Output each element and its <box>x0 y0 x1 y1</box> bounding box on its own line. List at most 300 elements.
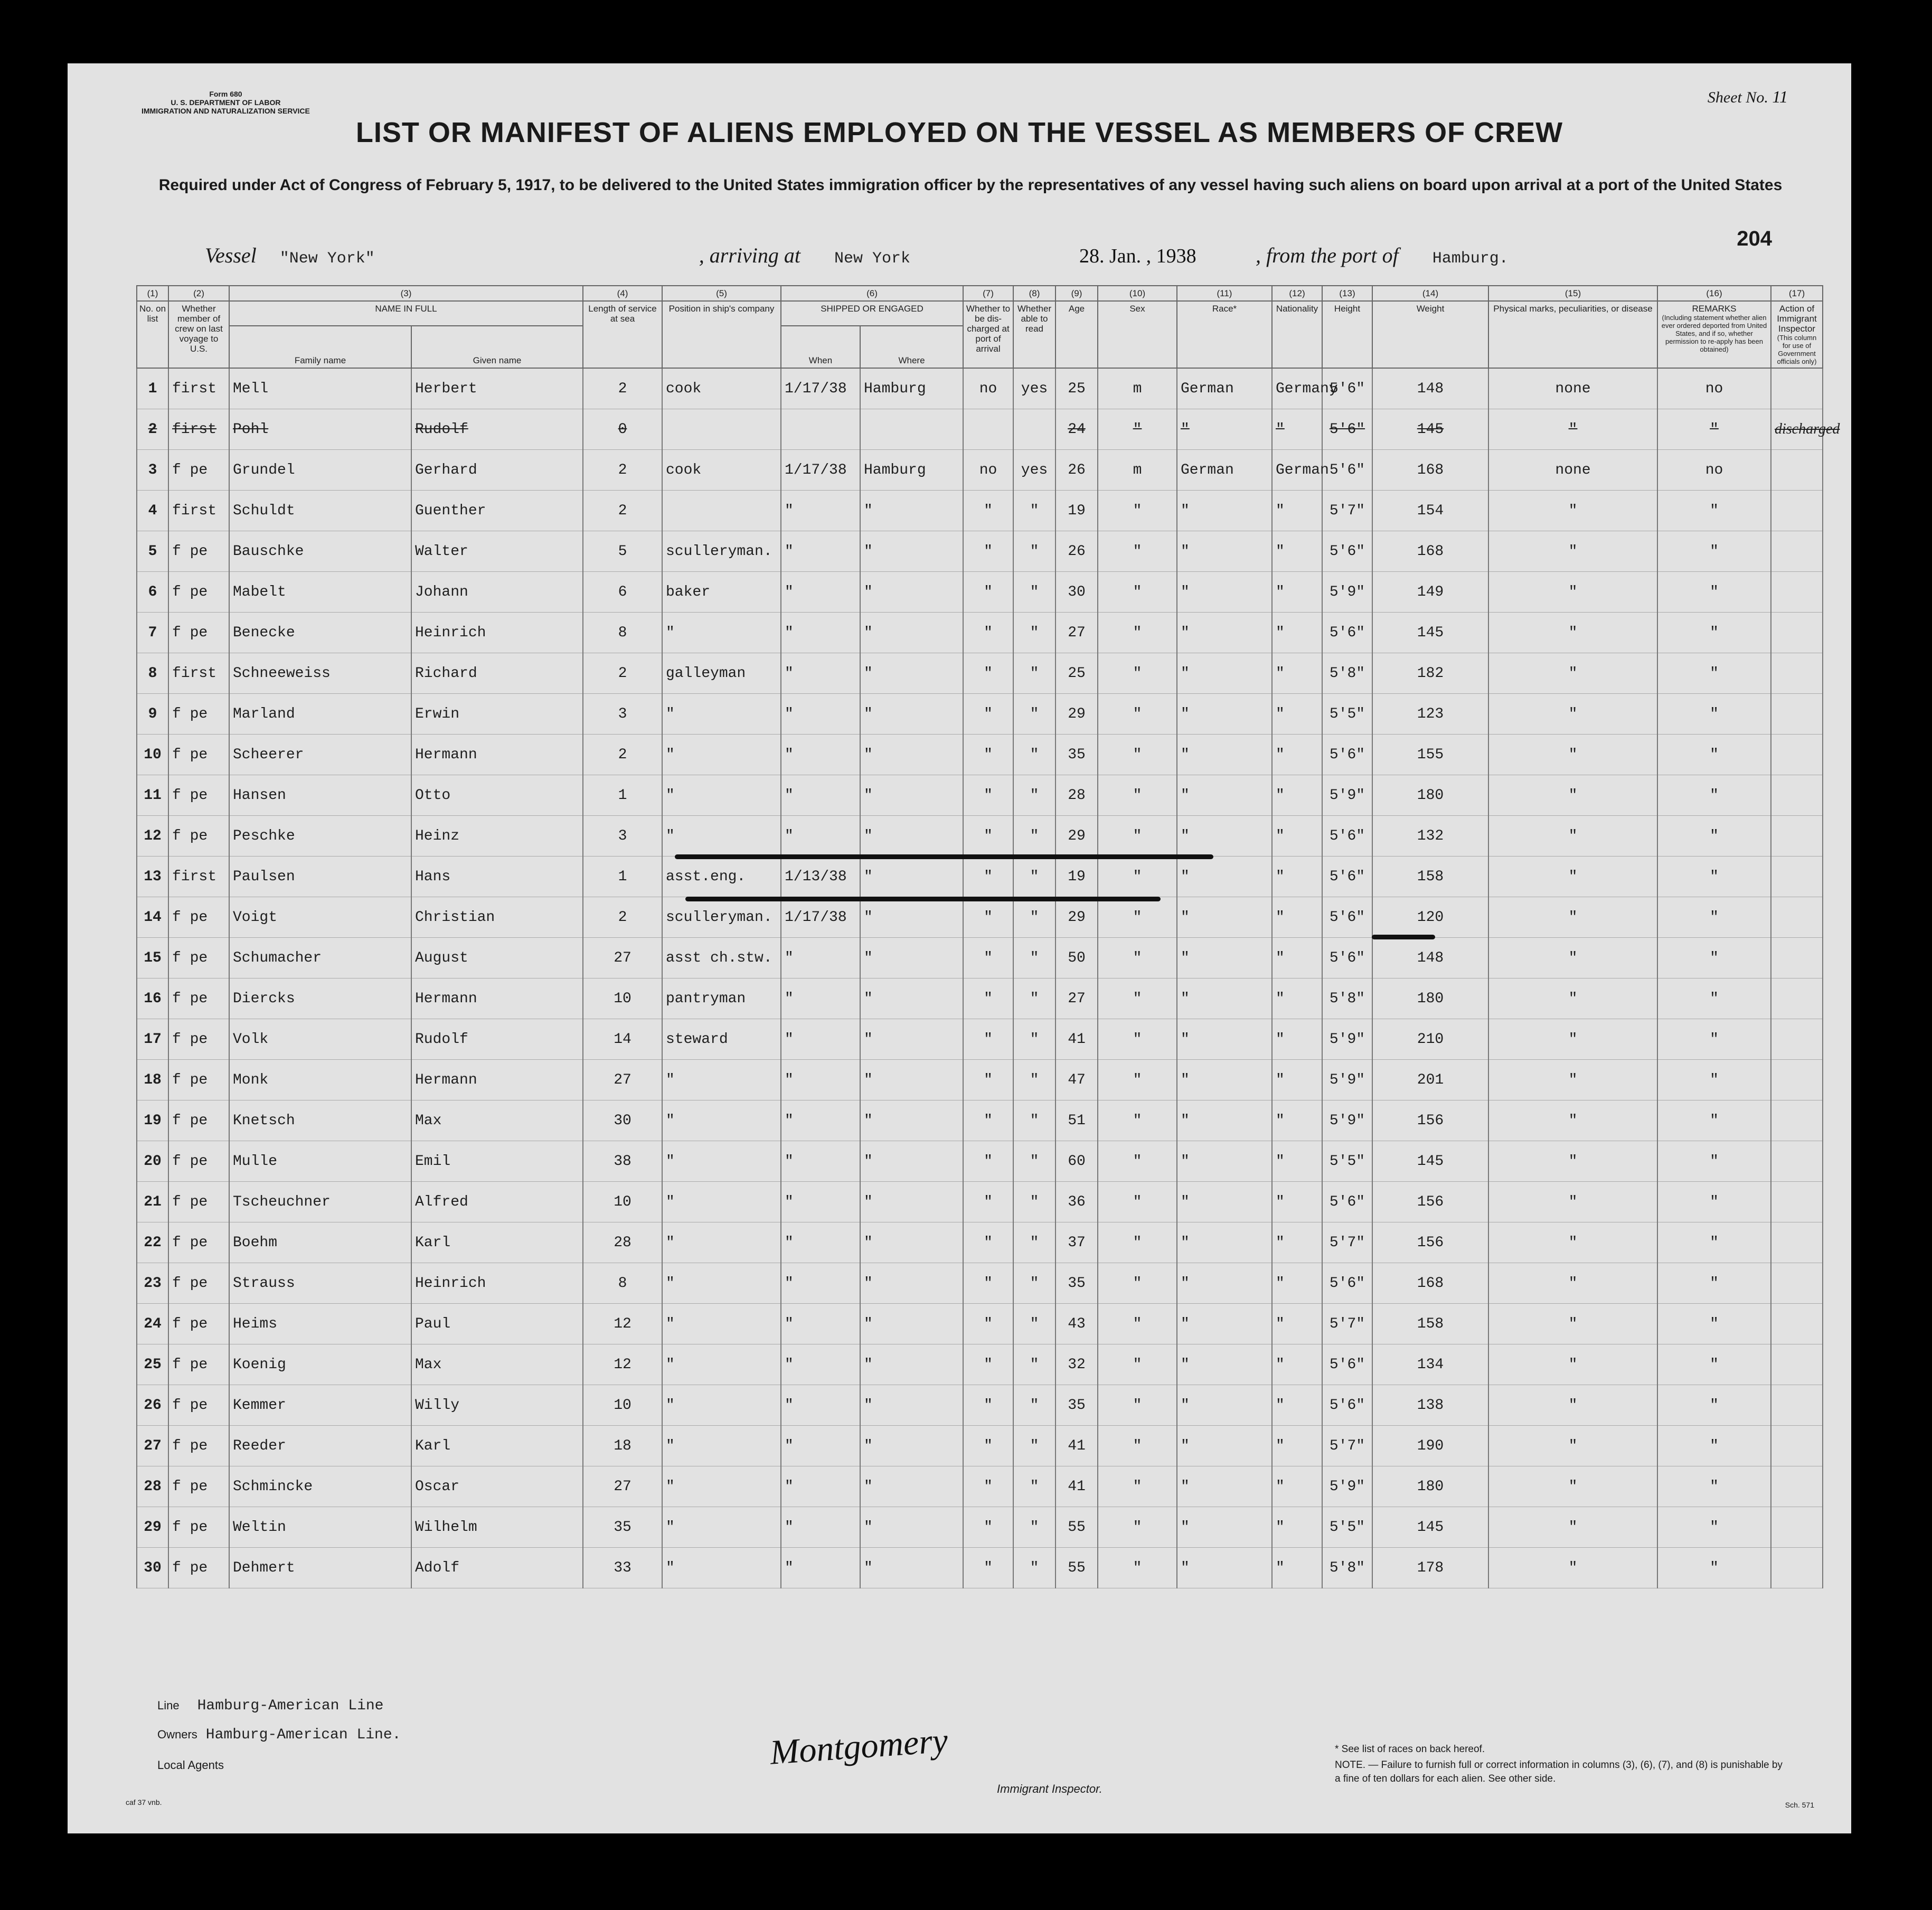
form-identifier <box>142 90 310 115</box>
table-row <box>137 694 1823 735</box>
cell-nationality: " <box>1272 613 1322 653</box>
col-num-10: (10) <box>1098 286 1177 301</box>
row-number: 23 <box>137 1263 168 1304</box>
cell-physical: " <box>1488 1060 1657 1100</box>
cell-where: " <box>860 857 963 897</box>
cell-given: Paul <box>411 1304 583 1344</box>
cell-given: Herbert <box>411 368 583 409</box>
cell-weight: 145 <box>1372 1507 1488 1548</box>
cell-physical: " <box>1488 1100 1657 1141</box>
cell-position: " <box>662 816 781 857</box>
cell-action <box>1771 491 1823 531</box>
cell-action <box>1771 1548 1823 1588</box>
cell-age: 24 <box>1055 409 1098 450</box>
owners-value: Hamburg-American Line. <box>205 1727 401 1743</box>
row-number: 26 <box>137 1385 168 1426</box>
cell-member: f pe <box>168 1019 229 1060</box>
cell-nationality: " <box>1272 735 1322 775</box>
cell-weight: 178 <box>1372 1548 1488 1588</box>
row-number: 21 <box>137 1182 168 1222</box>
cell-weight: 210 <box>1372 1019 1488 1060</box>
table-row <box>137 735 1823 775</box>
cell-disch: " <box>963 1182 1013 1222</box>
cell-when: " <box>781 1222 860 1263</box>
departure-port: Hamburg. <box>1432 250 1509 268</box>
cell-nationality: " <box>1272 1507 1322 1548</box>
cell-disch: " <box>963 613 1013 653</box>
cell-nationality: " <box>1272 572 1322 613</box>
cell-where: " <box>860 978 963 1019</box>
cell-member: f pe <box>168 1182 229 1222</box>
col-num-12: (12) <box>1272 286 1322 301</box>
cell-family: Peschke <box>229 816 411 857</box>
cell-disch: " <box>963 938 1013 978</box>
table-row <box>137 1100 1823 1141</box>
cell-sex: " <box>1098 816 1177 857</box>
cell-sex: " <box>1098 735 1177 775</box>
cell-age: 19 <box>1055 491 1098 531</box>
cell-family: Pohl <box>229 409 411 450</box>
cell-family: Grundel <box>229 450 411 491</box>
cell-given: Wilhelm <box>411 1507 583 1548</box>
cell-sex: " <box>1098 1548 1177 1588</box>
table-row <box>137 1019 1823 1060</box>
cell-given: Walter <box>411 531 583 572</box>
cell-nationality: " <box>1272 1222 1322 1263</box>
cell-nationality: Germany <box>1272 368 1322 409</box>
cell-given: Hermann <box>411 1060 583 1100</box>
row-number: 17 <box>137 1019 168 1060</box>
arriving-port: New York <box>834 250 911 268</box>
cell-nationality: " <box>1272 978 1322 1019</box>
cell-where: " <box>860 1060 963 1100</box>
header-no-on-list: No. on list <box>137 301 168 368</box>
cell-race: " <box>1177 1304 1272 1344</box>
cell-position: " <box>662 1263 781 1304</box>
col-num-3: (3) <box>229 286 583 301</box>
cell-read: " <box>1013 1548 1055 1588</box>
cell-weight: 180 <box>1372 1466 1488 1507</box>
cell-family: Reeder <box>229 1426 411 1466</box>
cell-length: 1 <box>583 857 662 897</box>
cell-length: 10 <box>583 1182 662 1222</box>
line-value: Hamburg-American Line <box>197 1698 384 1714</box>
header-discharged: Whether to be dis-charged at port of arrival <box>963 301 1013 368</box>
cell-length: 6 <box>583 572 662 613</box>
cell-remarks: " <box>1657 938 1771 978</box>
cell-when: " <box>781 1548 860 1588</box>
cell-sex: " <box>1098 1222 1177 1263</box>
cell-member: first <box>168 857 229 897</box>
cell-nationality: " <box>1272 897 1322 938</box>
cell-race: " <box>1177 653 1272 694</box>
cell-age: 32 <box>1055 1344 1098 1385</box>
cell-race: " <box>1177 816 1272 857</box>
cell-disch: " <box>963 1100 1013 1141</box>
cell-action <box>1771 978 1823 1019</box>
manifest-sheet <box>68 63 1851 1833</box>
cell-length: 2 <box>583 491 662 531</box>
cell-height: 5'6" <box>1322 1385 1372 1426</box>
cell-age: 29 <box>1055 816 1098 857</box>
col-num-1: (1) <box>137 286 168 301</box>
row-number: 1 <box>137 368 168 409</box>
cell-when: " <box>781 1466 860 1507</box>
cell-nationality: " <box>1272 938 1322 978</box>
line-label: Line <box>157 1699 180 1712</box>
cell-disch: " <box>963 1344 1013 1385</box>
cell-physical: " <box>1488 735 1657 775</box>
cell-read: " <box>1013 1426 1055 1466</box>
header-weight: Weight <box>1372 301 1488 368</box>
cell-action <box>1771 450 1823 491</box>
row-number: 25 <box>137 1344 168 1385</box>
cell-physical: " <box>1488 1507 1657 1548</box>
page-title: LIST OR MANIFEST OF ALIENS EMPLOYED ON THE VESSEL AS MEMBERS OF CREW <box>355 117 1563 148</box>
cell-age: 55 <box>1055 1507 1098 1548</box>
cell-physical: " <box>1488 613 1657 653</box>
cell-length: 2 <box>583 735 662 775</box>
cell-height: 5'6" <box>1322 1263 1372 1304</box>
cell-sex: " <box>1098 491 1177 531</box>
cell-nationality: " <box>1272 653 1322 694</box>
cell-read: " <box>1013 1466 1055 1507</box>
header-name-in-full: NAME IN FULL <box>229 301 583 326</box>
cell-family: Mulle <box>229 1141 411 1182</box>
cell-remarks: " <box>1657 531 1771 572</box>
cell-where: " <box>860 1466 963 1507</box>
cell-length: 12 <box>583 1344 662 1385</box>
cell-disch: " <box>963 978 1013 1019</box>
cell-weight: 149 <box>1372 572 1488 613</box>
row-number: 24 <box>137 1304 168 1344</box>
cell-length: 1 <box>583 775 662 816</box>
cell-position: " <box>662 1507 781 1548</box>
vessel-label: Vessel <box>205 243 257 267</box>
cell-disch: " <box>963 1222 1013 1263</box>
cell-age: 25 <box>1055 653 1098 694</box>
table-row <box>137 653 1823 694</box>
cell-age: 27 <box>1055 613 1098 653</box>
header-age: Age <box>1055 301 1098 368</box>
cell-disch: " <box>963 694 1013 735</box>
cell-where: " <box>860 897 963 938</box>
cell-sex: " <box>1098 1385 1177 1426</box>
cell-remarks: " <box>1657 1548 1771 1588</box>
col-num-14: (14) <box>1372 286 1488 301</box>
cell-action <box>1771 572 1823 613</box>
cell-position: cook <box>662 368 781 409</box>
cell-where: " <box>860 613 963 653</box>
cell-disch: " <box>963 653 1013 694</box>
cell-sex: " <box>1098 857 1177 897</box>
cell-read: " <box>1013 1385 1055 1426</box>
cell-when: 1/13/38 <box>781 857 860 897</box>
cell-read: " <box>1013 897 1055 938</box>
cell-when: " <box>781 653 860 694</box>
cell-read: " <box>1013 1100 1055 1141</box>
table-row <box>137 816 1823 857</box>
cell-race: " <box>1177 1548 1272 1588</box>
cell-where: " <box>860 531 963 572</box>
cell-physical: " <box>1488 1304 1657 1344</box>
cell-member: first <box>168 368 229 409</box>
cell-action <box>1771 653 1823 694</box>
cell-remarks: " <box>1657 694 1771 735</box>
cell-weight: 132 <box>1372 816 1488 857</box>
cell-physical: " <box>1488 816 1657 857</box>
cell-position: " <box>662 1100 781 1141</box>
cell-when: " <box>781 572 860 613</box>
cell-disch: " <box>963 735 1013 775</box>
cell-nationality: " <box>1272 491 1322 531</box>
cell-action <box>1771 1182 1823 1222</box>
cell-height: 5'6" <box>1322 1182 1372 1222</box>
cell-where: Hamburg <box>860 450 963 491</box>
cell-given: Heinz <box>411 816 583 857</box>
cell-when: " <box>781 1100 860 1141</box>
cell-nationality: " <box>1272 1100 1322 1141</box>
cell-position: cook <box>662 450 781 491</box>
cell-weight: 148 <box>1372 368 1488 409</box>
cell-length: 27 <box>583 1060 662 1100</box>
remarks-title: REMARKS <box>1692 304 1737 314</box>
cell-weight: 138 <box>1372 1385 1488 1426</box>
col-num-11: (11) <box>1177 286 1272 301</box>
cell-length: 0 <box>583 409 662 450</box>
cell-member: f pe <box>168 938 229 978</box>
cell-read: " <box>1013 1344 1055 1385</box>
cell-sex: " <box>1098 572 1177 613</box>
cell-weight: 180 <box>1372 978 1488 1019</box>
cell-physical: " <box>1488 978 1657 1019</box>
cell-remarks: " <box>1657 572 1771 613</box>
column-header-row <box>137 301 1823 326</box>
cell-age: 25 <box>1055 368 1098 409</box>
table-row <box>137 857 1823 897</box>
header-sex: Sex <box>1098 301 1177 368</box>
cell-race: " <box>1177 1385 1272 1426</box>
binder-hole <box>26 1558 49 1580</box>
cell-height: 5'9" <box>1322 1019 1372 1060</box>
col-num-9: (9) <box>1055 286 1098 301</box>
binder-hole <box>26 185 49 207</box>
table-row <box>137 613 1823 653</box>
header-family-name: Family name <box>229 326 411 368</box>
cell-remarks: " <box>1657 1019 1771 1060</box>
cell-given: Emil <box>411 1141 583 1182</box>
table-row <box>137 1507 1823 1548</box>
cell-read: " <box>1013 653 1055 694</box>
cell-family: Boehm <box>229 1222 411 1263</box>
header-where: Where <box>860 326 963 368</box>
cell-member: f pe <box>168 775 229 816</box>
cell-disch: " <box>963 775 1013 816</box>
cell-age: 35 <box>1055 1385 1098 1426</box>
row-number: 10 <box>137 735 168 775</box>
cell-member: first <box>168 409 229 450</box>
cell-read: " <box>1013 694 1055 735</box>
cell-physical: " <box>1488 653 1657 694</box>
cell-read: " <box>1013 1263 1055 1304</box>
row-number: 19 <box>137 1100 168 1141</box>
cell-action <box>1771 613 1823 653</box>
cell-sex: m <box>1098 450 1177 491</box>
cell-member: first <box>168 491 229 531</box>
cell-disch: " <box>963 531 1013 572</box>
cell-physical: none <box>1488 450 1657 491</box>
cell-physical: " <box>1488 1019 1657 1060</box>
cell-where: " <box>860 735 963 775</box>
cell-given: Johann <box>411 572 583 613</box>
cell-height: 5'6" <box>1322 897 1372 938</box>
cell-height: 5'6" <box>1322 450 1372 491</box>
cell-action <box>1771 1507 1823 1548</box>
inspector-label: Immigrant Inspector. <box>997 1782 1102 1795</box>
cell-family: Schmincke <box>229 1466 411 1507</box>
cell-family: Diercks <box>229 978 411 1019</box>
cell-action <box>1771 1222 1823 1263</box>
cell-member: f pe <box>168 694 229 735</box>
penalty-note: NOTE. — Failure to furnish full or correct information in columns (3), (6), (7), and (8) is punishable by a fine of ten dollars for each alien. See other side. <box>1335 1760 1783 1784</box>
cell-when: " <box>781 735 860 775</box>
cell-action <box>1771 1385 1823 1426</box>
row-number: 7 <box>137 613 168 653</box>
cell-length: 27 <box>583 1466 662 1507</box>
cell-nationality: " <box>1272 1182 1322 1222</box>
cell-age: 36 <box>1055 1182 1098 1222</box>
cell-disch: " <box>963 857 1013 897</box>
cell-weight: 145 <box>1372 1141 1488 1182</box>
cell-remarks: " <box>1657 1466 1771 1507</box>
cell-family: Hansen <box>229 775 411 816</box>
cell-member: f pe <box>168 1507 229 1548</box>
cell-given: Adolf <box>411 1548 583 1588</box>
cell-where: " <box>860 1141 963 1182</box>
cell-disch: " <box>963 1426 1013 1466</box>
cell-weight: 123 <box>1372 694 1488 735</box>
cell-member: f pe <box>168 816 229 857</box>
cell-weight: 168 <box>1372 531 1488 572</box>
col-num-7: (7) <box>963 286 1013 301</box>
header-length-service: Length of service at sea <box>583 301 662 368</box>
cell-sex: " <box>1098 1060 1177 1100</box>
header-shipped-engaged: SHIPPED OR ENGAGED <box>781 301 963 326</box>
cell-remarks: " <box>1657 1222 1771 1263</box>
sheet-label: Sheet No. <box>1707 89 1768 106</box>
cell-read: " <box>1013 1182 1055 1222</box>
cell-remarks: " <box>1657 613 1771 653</box>
cell-action: discharged <box>1771 409 1823 450</box>
cell-sex: " <box>1098 775 1177 816</box>
cell-remarks: " <box>1657 1385 1771 1426</box>
cell-read: " <box>1013 1304 1055 1344</box>
cell-height: 5'6" <box>1322 409 1372 450</box>
form-number: Form 680 <box>209 90 242 98</box>
voyage-line <box>205 243 1509 268</box>
cell-length: 14 <box>583 1019 662 1060</box>
cell-where: " <box>860 1426 963 1466</box>
cell-given: Rudolf <box>411 409 583 450</box>
cell-member: f pe <box>168 1100 229 1141</box>
cell-where: " <box>860 1222 963 1263</box>
row-number: 3 <box>137 450 168 491</box>
cell-nationality: " <box>1272 1344 1322 1385</box>
cell-height: 5'9" <box>1322 1060 1372 1100</box>
cell-read: " <box>1013 572 1055 613</box>
cell-race: " <box>1177 938 1272 978</box>
cell-nationality: " <box>1272 531 1322 572</box>
cell-action <box>1771 368 1823 409</box>
cell-age: 41 <box>1055 1466 1098 1507</box>
cell-disch <box>963 409 1013 450</box>
cell-nationality: " <box>1272 1426 1322 1466</box>
cell-action <box>1771 1304 1823 1344</box>
cell-race: " <box>1177 1060 1272 1100</box>
cell-age: 30 <box>1055 572 1098 613</box>
table-row <box>137 368 1823 409</box>
cell-nationality: " <box>1272 816 1322 857</box>
table-row <box>137 775 1823 816</box>
cell-family: Volk <box>229 1019 411 1060</box>
cell-disch: " <box>963 1548 1013 1588</box>
table-row <box>137 1344 1823 1385</box>
row-number: 30 <box>137 1548 168 1588</box>
cell-member: f pe <box>168 1426 229 1466</box>
schedule-number: Sch. 571 <box>1785 1801 1814 1809</box>
cell-given: Karl <box>411 1426 583 1466</box>
cell-physical: " <box>1488 409 1657 450</box>
cell-length: 28 <box>583 1222 662 1263</box>
cell-nationality: " <box>1272 1019 1322 1060</box>
cell-height: 5'7" <box>1322 1222 1372 1263</box>
cell-member: f pe <box>168 1385 229 1426</box>
col-num-13: (13) <box>1322 286 1372 301</box>
cell-disch: " <box>963 1019 1013 1060</box>
row-number: 14 <box>137 897 168 938</box>
cell-length: 2 <box>583 368 662 409</box>
cell-where: Hamburg <box>860 368 963 409</box>
cell-height: 5'6" <box>1322 938 1372 978</box>
table-row <box>137 1385 1823 1426</box>
cell-position: " <box>662 1182 781 1222</box>
cell-family: Voigt <box>229 897 411 938</box>
cell-action <box>1771 735 1823 775</box>
cell-position: pantryman <box>662 978 781 1019</box>
cell-given: Richard <box>411 653 583 694</box>
cell-given: Oscar <box>411 1466 583 1507</box>
cell-when: " <box>781 938 860 978</box>
cell-physical: " <box>1488 1426 1657 1466</box>
cell-physical: " <box>1488 1385 1657 1426</box>
cell-nationality: " <box>1272 1304 1322 1344</box>
cell-length: 3 <box>583 816 662 857</box>
cell-remarks: " <box>1657 857 1771 897</box>
binder-hole <box>26 618 49 640</box>
cell-disch: " <box>963 491 1013 531</box>
cell-race: " <box>1177 1263 1272 1304</box>
cell-disch: no <box>963 368 1013 409</box>
cell-physical: " <box>1488 1182 1657 1222</box>
cell-where: " <box>860 938 963 978</box>
cell-position <box>662 491 781 531</box>
cell-age: 51 <box>1055 1100 1098 1141</box>
row-number: 18 <box>137 1060 168 1100</box>
cell-race: " <box>1177 1019 1272 1060</box>
cell-physical: " <box>1488 938 1657 978</box>
cell-height: 5'6" <box>1322 1344 1372 1385</box>
cell-sex: " <box>1098 1100 1177 1141</box>
